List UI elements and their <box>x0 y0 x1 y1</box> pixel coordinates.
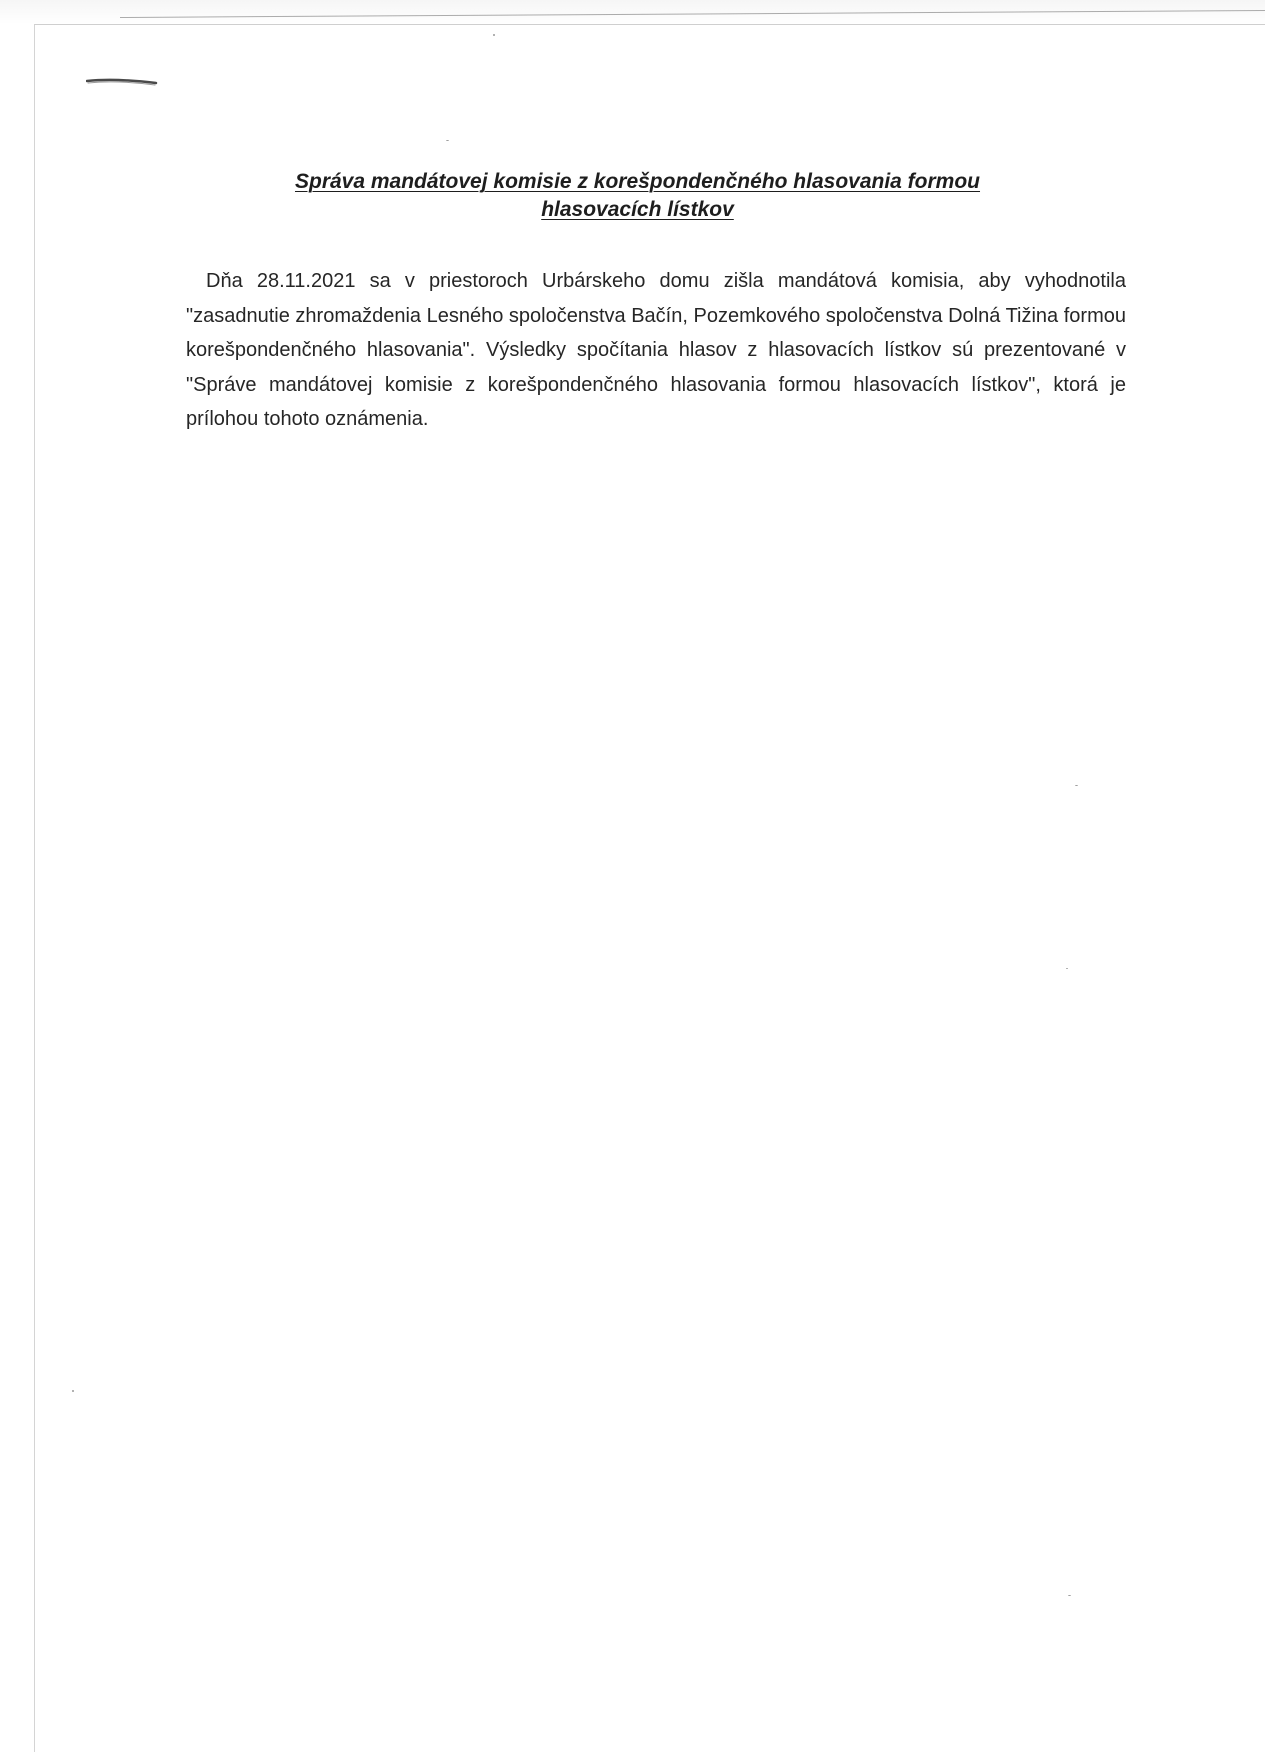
document-title <box>170 168 1105 224</box>
scan-speck <box>493 34 495 36</box>
scan-speck <box>1075 785 1078 786</box>
scan-speck <box>72 1390 74 1392</box>
document-title-line-1: Správa mandátovej komisie z korešpondenčného hlasovania formou <box>294 170 981 193</box>
scan-speck <box>1066 968 1068 969</box>
document-title-line-2: hlasovacích lístkov <box>541 198 734 221</box>
scan-speck <box>1068 1595 1071 1596</box>
body-paragraph: Dňa 28.11.2021 sa v priestoroch Urbárskeho domu zišla mandátová komisia, aby vyhodnotila "zasadnutie zhromaždenia Lesného spoločenstva Bačín, Pozemkového spoločenstva Dolná Tižina formou korešpondenčného hlasovania". Výsledky spočítania hlasov z hlasovacích lístkov sú prezentované v "Správe mandátovej komisie z korešpondenčného hlasovania formou hlasovacích lístkov", ktorá je prílohou tohoto oznámenia. <box>186 270 1126 430</box>
staple-mark <box>86 78 158 86</box>
scan-speck <box>446 140 449 141</box>
